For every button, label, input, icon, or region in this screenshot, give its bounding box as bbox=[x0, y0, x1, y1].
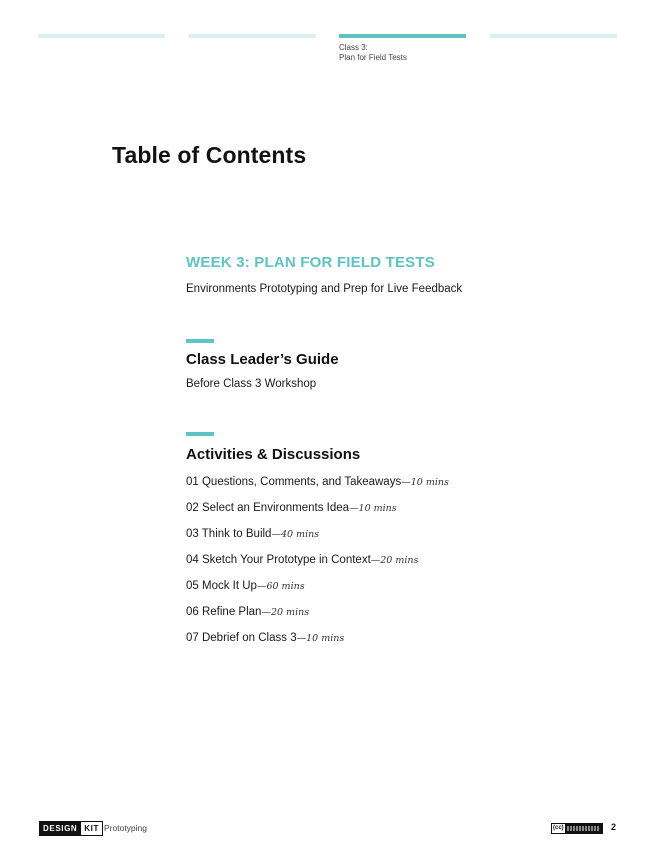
activity-label: 01 Questions, Comments, and Takeaways bbox=[186, 476, 402, 488]
activity-label: 02 Select an Environments Idea bbox=[186, 502, 350, 514]
page-number: 2 bbox=[611, 822, 617, 832]
progress-segment-3-active bbox=[339, 34, 466, 38]
activity-item[interactable] bbox=[186, 500, 449, 526]
activities-heading: Activities & Discussions bbox=[186, 446, 361, 463]
progress-segment-1 bbox=[38, 34, 165, 38]
activity-item[interactable] bbox=[186, 630, 449, 656]
activity-duration: —10 mins bbox=[349, 503, 397, 514]
activities-list bbox=[186, 474, 449, 656]
cc-mark-icon: (cc) bbox=[553, 825, 564, 831]
activity-label: 06 Refine Plan bbox=[186, 606, 262, 618]
activity-label: 04 Sketch Your Prototype in Context bbox=[186, 554, 371, 566]
activity-item[interactable] bbox=[186, 526, 449, 552]
footer-section-label: Prototyping bbox=[104, 823, 147, 833]
progress-active-label bbox=[339, 43, 407, 63]
cc-by-nc-sa-icon bbox=[551, 823, 603, 834]
license-stripe bbox=[567, 826, 600, 831]
leader-guide-heading: Class Leader’s Guide bbox=[186, 351, 339, 368]
design-kit-logo bbox=[39, 821, 103, 836]
activity-label: 07 Debrief on Class 3 bbox=[186, 632, 297, 644]
activity-item[interactable] bbox=[186, 552, 449, 578]
activity-duration: —10 mins bbox=[401, 477, 449, 488]
activity-item[interactable] bbox=[186, 604, 449, 630]
progress-label-class: Class 3: bbox=[339, 43, 368, 52]
progress-segment-2 bbox=[189, 34, 316, 38]
activity-duration: —20 mins bbox=[370, 555, 419, 566]
leader-guide-accent-bar bbox=[186, 339, 214, 343]
activity-label: 03 Think to Build bbox=[186, 528, 272, 540]
activity-label: 05 Mock It Up bbox=[186, 580, 257, 592]
week-heading: WEEK 3: PLAN FOR FIELD TESTS bbox=[186, 254, 435, 271]
logo-kit-text: KIT bbox=[80, 822, 102, 835]
page-title: Table of Contents bbox=[112, 142, 307, 168]
activity-duration: —20 mins bbox=[261, 607, 310, 618]
progress-segment-4 bbox=[490, 34, 617, 38]
activity-duration: —10 mins bbox=[296, 633, 345, 644]
activity-duration: —40 mins bbox=[271, 529, 320, 540]
activities-accent-bar bbox=[186, 432, 214, 436]
progress-label-title: Plan for Field Tests bbox=[339, 53, 407, 62]
activity-item[interactable] bbox=[186, 578, 449, 604]
activity-item[interactable] bbox=[186, 474, 449, 500]
leader-guide-subtitle: Before Class 3 Workshop bbox=[186, 378, 317, 390]
week-subtitle: Environments Prototyping and Prep for Live Feedback bbox=[186, 283, 463, 295]
activity-duration: —60 mins bbox=[256, 581, 305, 592]
logo-design-text: DESIGN bbox=[40, 822, 80, 835]
